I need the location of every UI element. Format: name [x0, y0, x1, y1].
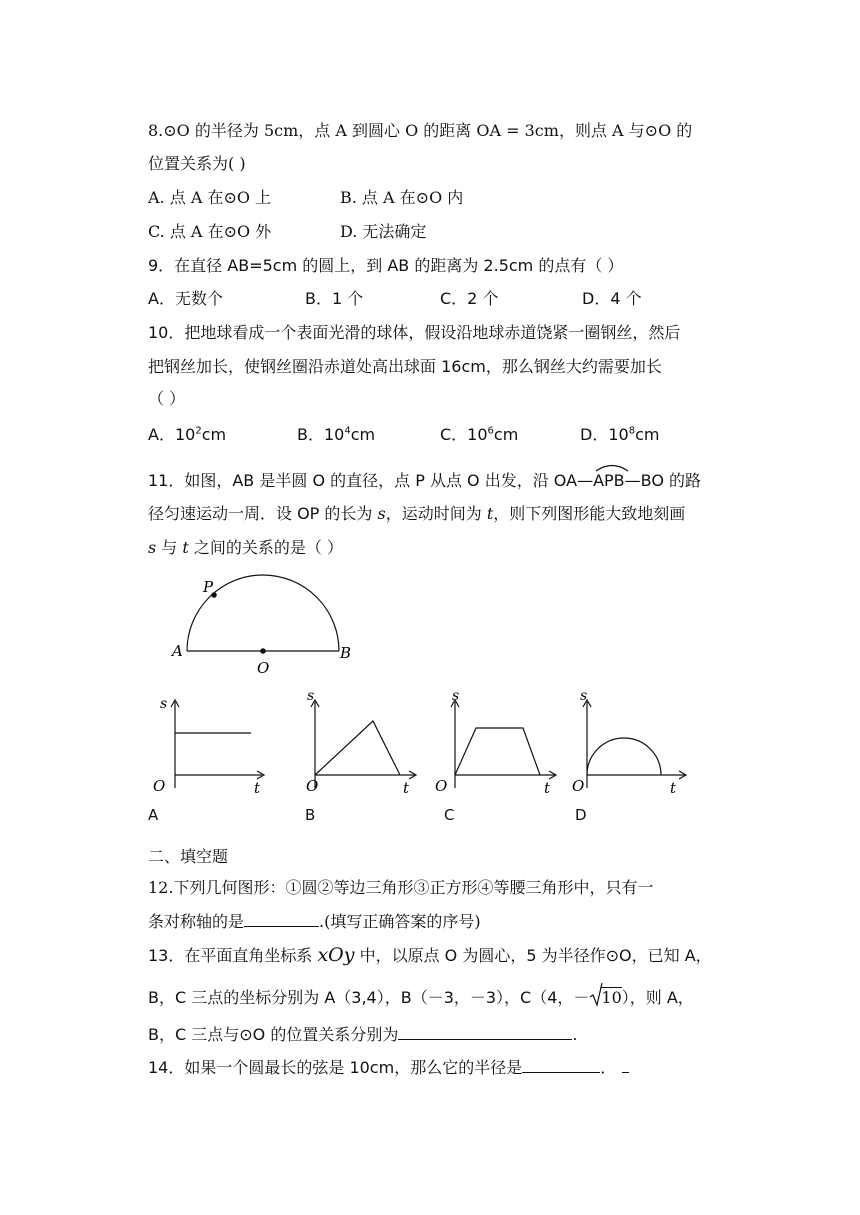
q8-option-d: D. 无法确定 [340, 222, 427, 241]
q11-stem-line2: 径匀速运动一周．设 OP 的长为 s，运动时间为 t，则下列图形能大致地刻画 [148, 504, 686, 523]
q12-stem-line1: 12.下列几何图形：①圆②等边三角形③正方形④等腰三角形中，只有一 [148, 878, 654, 897]
semicircle-figure [160, 565, 360, 680]
q13-stem-line2: B，C 三点的坐标分别为 A（3,4），B（－3，－3），C（4，－ 10），则 A， [148, 987, 694, 1009]
q9-option-d: D．4 个 [582, 289, 642, 308]
svg-text:s: s [307, 688, 315, 704]
q10-option-b: B．$10^4cm$ [297, 425, 376, 444]
q13-stem-line1: 13．在平面直角坐标系 xOy 中，以原点 O 为圆心，5 为半径作⊙O，已知 A， [148, 944, 712, 966]
svg-text:t: t [254, 779, 261, 797]
graph-b-curve [315, 721, 400, 775]
q13-stem-line3: B，C 三点与⊙O 的位置关系分别为 . [148, 1025, 578, 1044]
svg-text:O: O [572, 777, 585, 795]
q9-option-b: B．1 个 [305, 289, 364, 308]
graph-d-curve [587, 738, 661, 775]
q14-stem: 14．如果一个圆最长的弦是 10cm，那么它的半径是 ． [148, 1056, 629, 1079]
q11-stem-line1: 11．如图，AB 是半圆 O 的直径，点 P 从点 O 出发，沿 OA— APB—BO 的路 [148, 470, 701, 492]
arc-apb: APB [593, 470, 625, 492]
graph-c-curve [455, 728, 540, 775]
q12-answer-blank[interactable] [244, 910, 319, 927]
q10-option-a: A．$10^2cm$ [148, 425, 227, 444]
q8-stem-line1: 8.⊙O 的半径为 5cm，点 A 到圆心 O 的距离 OA = 3cm，则点 A 与⊙O 的 [148, 121, 693, 140]
q11-stem-line3: s 与 t 之间的关系的是（ ） [148, 538, 344, 557]
q10-stem-line2: 把钢丝加长，使钢丝圈沿赤道处高出球面 16cm，那么钢丝大约需要加长 [148, 357, 662, 376]
graph-c [430, 688, 560, 800]
q8-stem-line2: 位置关系为( ) [148, 154, 246, 173]
graph-b [290, 688, 420, 800]
choice-label-a: A [148, 806, 159, 824]
q10-stem-line3: （ ） [148, 389, 186, 408]
graph-a [150, 688, 275, 800]
choice-label-c: C [444, 806, 455, 824]
svg-text:O: O [435, 777, 448, 795]
q9-option-a: A．无数个 [148, 289, 223, 308]
label-p: P [203, 578, 214, 596]
q9-stem: 9．在直径 AB=5cm 的圆上，到 AB 的距离为 2.5cm 的点有（ ） [148, 256, 624, 275]
section-title-fill-in: 二、填空题 [148, 847, 229, 866]
svg-text:O: O [306, 777, 319, 795]
svg-text:s: s [452, 688, 460, 704]
arc-mark-icon [593, 462, 631, 472]
label-b: B [340, 644, 352, 662]
q8-option-a: A. 点 A 在⊙O 上 [148, 188, 272, 207]
svg-text:t: t [403, 779, 410, 797]
q9-option-c: C．2 个 [440, 289, 499, 308]
label-o: O [257, 659, 270, 677]
choice-label-d: D [575, 806, 587, 824]
q14-answer-blank[interactable] [522, 1056, 600, 1073]
q14-trailing-underline [622, 1056, 629, 1073]
q8-option-b: B. 点 A 在⊙O 内 [340, 188, 464, 207]
svg-text:t: t [670, 779, 677, 797]
graph-d [560, 688, 690, 800]
q13-answer-blank[interactable] [398, 1023, 572, 1040]
svg-text:s: s [160, 696, 168, 712]
sqrt-10: 10 [589, 987, 621, 1009]
point-o [260, 648, 266, 654]
q12-stem-line2: 条对称轴的是 .(填写正确答案的序号) [148, 912, 481, 931]
label-a: A [172, 642, 183, 660]
radical-icon [589, 982, 603, 1008]
q10-option-d: D．$10^8cm$ [580, 425, 660, 444]
q10-option-c: C．$10^6cm$ [440, 425, 519, 444]
svg-text:s: s [580, 688, 588, 704]
choice-label-b: B [305, 806, 316, 824]
q8-option-c: C. 点 A 在⊙O 外 [148, 222, 272, 241]
svg-text:t: t [544, 779, 551, 797]
q10-stem-line1: 10．把地球看成一个表面光滑的球体，假设沿地球赤道饶紧一圈钢丝，然后 [148, 323, 681, 342]
svg-text:O: O [153, 777, 166, 795]
